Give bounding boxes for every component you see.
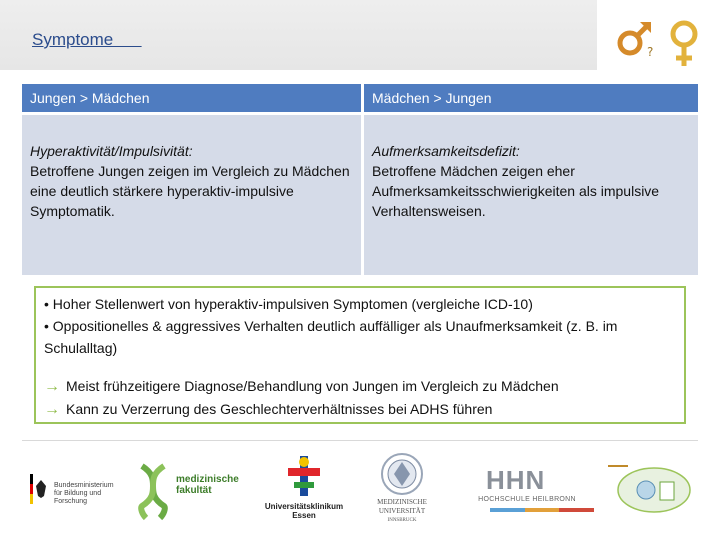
table-header-row: [22, 84, 698, 112]
conclusion-text: Meist frühzeitigere Diagnose/Behandlung von Jungen im Vergleich zu Mädchen: [66, 378, 559, 394]
arrow-right-icon: →: [44, 378, 60, 395]
gender-school-logo: [606, 460, 696, 518]
footer-divider: [22, 440, 698, 441]
cell-girls: [361, 115, 698, 275]
mui-line1: MEDIZINISCHE: [377, 498, 427, 506]
hhn-name: HOCHSCHULE HEILBRONN: [478, 496, 576, 503]
bullet-item: • Oppositionelles & aggressives Verhalten deutlich auffälliger als Unaufmerksamkeit (z. B. im Schulalltag): [44, 318, 618, 356]
uk-essen-line1: Universitätsklinikum: [264, 502, 344, 511]
cell-girls-heading: Aufmerksamkeitsdefizit:: [372, 143, 520, 159]
uk-essen-line2: Essen: [292, 511, 316, 520]
hhn-color-bar: [490, 508, 594, 512]
question-mark-icon: [647, 45, 653, 59]
comparison-table: [22, 84, 698, 275]
med-fak-line1: medizinische: [176, 474, 239, 485]
cross-figure-icon: [284, 454, 324, 500]
cell-boys-heading: Hyperaktivität/Impulsivität:: [30, 143, 193, 159]
seal-icon: [380, 452, 424, 496]
conclusion-item: [44, 398, 676, 421]
cell-boys: [22, 115, 361, 275]
mui-line2: UNIVERSITÄT: [378, 507, 426, 515]
bmbf-logo: [30, 462, 114, 522]
flag-stripe: [30, 474, 33, 504]
eagle-icon: [34, 478, 48, 500]
svg-text:?: ?: [647, 45, 654, 59]
logo-strip: [0, 448, 720, 540]
header-girls-greater: Mädchen > Jungen: [361, 84, 698, 112]
page-title: Symptome: [32, 30, 142, 49]
conclusion-list: [44, 375, 676, 421]
arrow-right-icon: →: [44, 401, 60, 418]
mui-logo: [366, 452, 438, 528]
cell-boys-text: Betroffene Jungen zeigen im Vergleich zu Mädchen eine deutlich stärkere hyperaktiv-impulsive Symptomatik.: [30, 163, 350, 219]
conclusion-item: [44, 375, 676, 398]
hhn-mark: HHN: [486, 465, 546, 495]
cell-girls-text: Betroffene Mädchen zeigen eher Aufmerksamkeitsschwierigkeiten als impulsive Verhaltensweisen.: [372, 163, 660, 219]
uk-essen-logo: [258, 454, 350, 526]
gender-symbols-icon: [610, 10, 710, 70]
mui-line3: INNSBRUCK: [387, 518, 417, 523]
table-body-row: [22, 115, 698, 275]
bmbf-text: Bundesministerium für Bildung und Forschung: [54, 482, 114, 505]
gender-school-icon: [606, 460, 696, 518]
summary-box: [34, 286, 686, 424]
medizinische-fakultaet-logo: [136, 462, 246, 526]
bullet-item: • Hoher Stellenwert von hyperaktiv-impulsiven Symptomen (vergleiche ICD-10): [44, 296, 533, 312]
header-boys-greater: Jungen > Mädchen: [22, 84, 361, 112]
med-fak-line2: fakultät: [176, 485, 212, 496]
female-symbol-icon: [673, 23, 695, 66]
dna-helix-icon: [136, 462, 170, 522]
conclusion-text: Kann zu Verzerrung des Geschlechterverhältnisses bei ADHS führen: [66, 401, 493, 417]
hhn-logo: [456, 466, 598, 516]
